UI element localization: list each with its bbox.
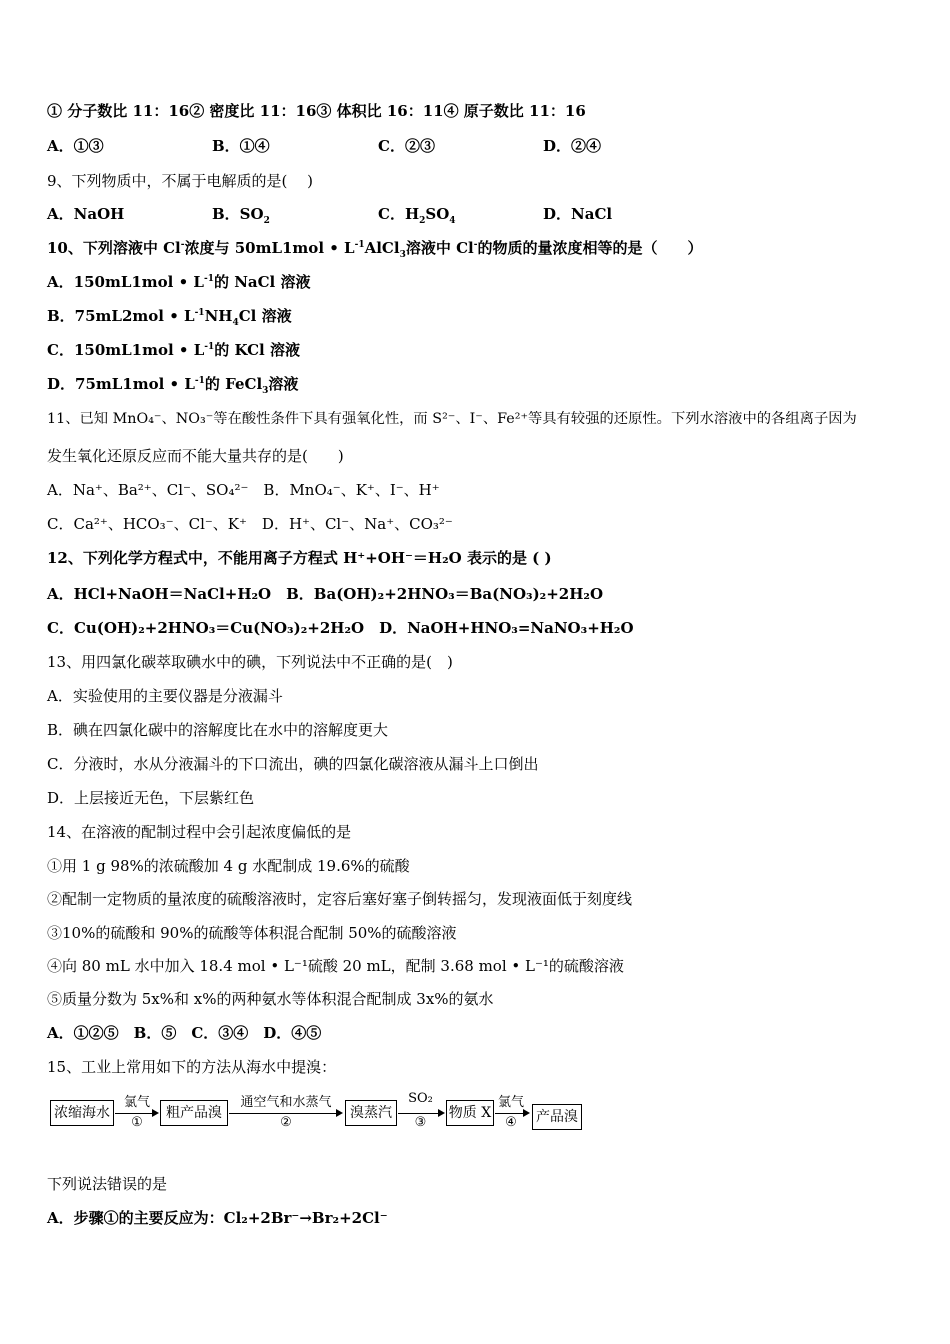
q15-stem: 15、工业上常用如下的方法从海水中提溴： <box>47 1058 337 1076</box>
q11-stem-line2: 发生氧化还原反应而不能大量共存的是( ) <box>47 447 344 465</box>
q8-option-a: A．①③ <box>47 137 104 155</box>
q10-option-a: A．150mL1mol • $L^{-1}$的 NaCl 溶液 <box>47 273 311 291</box>
flow-arrow-4 <box>495 1113 528 1114</box>
q8-option-b: B．①④ <box>212 137 270 155</box>
q11-stem-line1: 11、已知 MnO₄⁻、NO₃⁻等在酸性条件下具有强氧化性，而 S²⁻、I⁻、Fe²⁺等具有较强的还原性。下列水溶液中的各组离子因为 <box>47 411 857 427</box>
q14-stem: 14、在溶液的配制过程中会引起浓度偏低的是 <box>47 823 352 841</box>
q13-option-b: B．碘在四氯化碳中的溶解度比在水中的溶解度更大 <box>47 721 389 739</box>
q9-option-d: D．NaCl <box>543 205 613 223</box>
flow-arrow-3-reagent: SO₂ <box>408 1091 433 1106</box>
q14-item-4: ④向 80 mL 水中加入 18.4 mol • L⁻¹硫酸 20 mL，配制 3.68 mol • L⁻¹的硫酸溶液 <box>47 957 624 975</box>
q13-option-a: A．实验使用的主要仪器是分液漏斗 <box>47 687 283 705</box>
q8-option-c: C．②③ <box>378 137 435 155</box>
q10-stem: 10、下列溶液中 Cl-浓度与 50mL1mol • $L^{-1}AlCl_3$溶液中 Cl-的物质的量浓度相等的是（ ） <box>47 239 703 260</box>
q11-options-cd: C．Ca²⁺、HCO₃⁻、Cl⁻、K⁺ D．H⁺、Cl⁻、Na⁺、CO₃²⁻ <box>47 515 453 533</box>
q11-options-ab: A．Na⁺、Ba²⁺、Cl⁻、SO₄²⁻ B．MnO₄⁻、K⁺、I⁻、H⁺ <box>47 481 440 499</box>
flow-box-substance-x: 物质 X <box>446 1100 494 1126</box>
q14-item-3: ③10%的硫酸和 90%的硫酸等体积混合配制 50%的硫酸溶液 <box>47 924 457 942</box>
q10-option-c: C．150mL1mol • $L^{-1}$的 KCl 溶液 <box>47 341 300 359</box>
q14-options: A．①②⑤ B．⑤ C．③④ D．④⑤ <box>47 1024 322 1042</box>
q9-option-a: A．NaOH <box>47 205 125 223</box>
q12-options-cd: C．Cu(OH)₂+2HNO₃＝Cu(NO₃)₂+2H₂O D．NaOH+HNO₃=NaNO₃+H₂O <box>47 619 634 637</box>
flow-arrow-1-step: ① <box>131 1115 143 1130</box>
q12-options-ab: A．HCl+NaOH＝NaCl+H₂O B．Ba(OH)₂+2HNO₃＝Ba(NO₃)₂+2H₂O <box>47 585 604 603</box>
flow-arrow-2-reagent: 通空气和水蒸气 <box>240 1095 332 1110</box>
flow-arrow-4-step: ④ <box>505 1115 517 1130</box>
flow-box-crude-bromine: 粗产品溴 <box>160 1100 228 1126</box>
q9-option-c: C．$H_2SO_4$ <box>378 205 456 226</box>
q9-stem: 9、下列物质中，不属于电解质的是( ) <box>47 172 314 190</box>
bromine-extraction-flowchart <box>48 1090 588 1140</box>
q13-option-d: D．上层接近无色，下层紫红色 <box>47 789 255 807</box>
q13-stem: 13、用四氯化碳萃取碘水中的碘，下列说法中不正确的是( ) <box>47 653 453 671</box>
q9-option-b: B．$SO_2$ <box>212 205 270 226</box>
flow-arrow-1-reagent: 氯气 <box>123 1095 150 1110</box>
flow-arrow-2 <box>229 1113 341 1114</box>
flow-arrow-3 <box>398 1113 443 1114</box>
q8-option-d: D．②④ <box>543 137 602 155</box>
flow-arrow-2-step: ② <box>280 1115 292 1130</box>
q8-statements: ① 分子数比 11：16② 密度比 11：16③ 体积比 16：11④ 原子数比 11：16 <box>47 102 586 120</box>
q10-option-d: D．75mL1mol • $L^{-1}$的 FeCl$_3$溶液 <box>47 375 299 396</box>
flow-arrow-4-reagent: 氯气 <box>497 1095 524 1110</box>
q14-item-1: ①用 1 g 98%的浓硫酸加 4 g 水配制成 19.6%的硫酸 <box>47 857 410 875</box>
q14-item-5: ⑤质量分数为 5x%和 x%的两种氨水等体积混合配制成 3x%的氨水 <box>47 990 494 1008</box>
flow-box-bromine-vapor: 溴蒸汽 <box>345 1100 397 1126</box>
flow-arrow-1 <box>115 1113 157 1114</box>
q10-option-b: B．75mL2mol • $L^{-1}NH_4Cl$ 溶液 <box>47 307 292 328</box>
q12-stem: 12、下列化学方程式中，不能用离子方程式 H⁺+OH⁻＝H₂O 表示的是 ( ) <box>47 549 552 567</box>
flow-box-concentrated-seawater: 浓缩海水 <box>50 1100 114 1126</box>
q13-option-c: C．分液时，水从分液漏斗的下口流出，碘的四氯化碳溶液从漏斗上口倒出 <box>47 755 539 773</box>
flow-arrow-3-step: ③ <box>414 1115 427 1130</box>
flow-box-product-bromine: 产品溴 <box>532 1104 582 1130</box>
q14-item-2: ②配制一定物质的量浓度的硫酸溶液时，定容后塞好塞子倒转摇匀，发现液面低于刻度线 <box>47 890 633 908</box>
q15-sub-stem: 下列说法错误的是 <box>47 1175 168 1193</box>
q15-option-a: A．步骤①的主要反应为：Cl₂+2Br⁻→Br₂+2Cl⁻ <box>47 1209 388 1227</box>
